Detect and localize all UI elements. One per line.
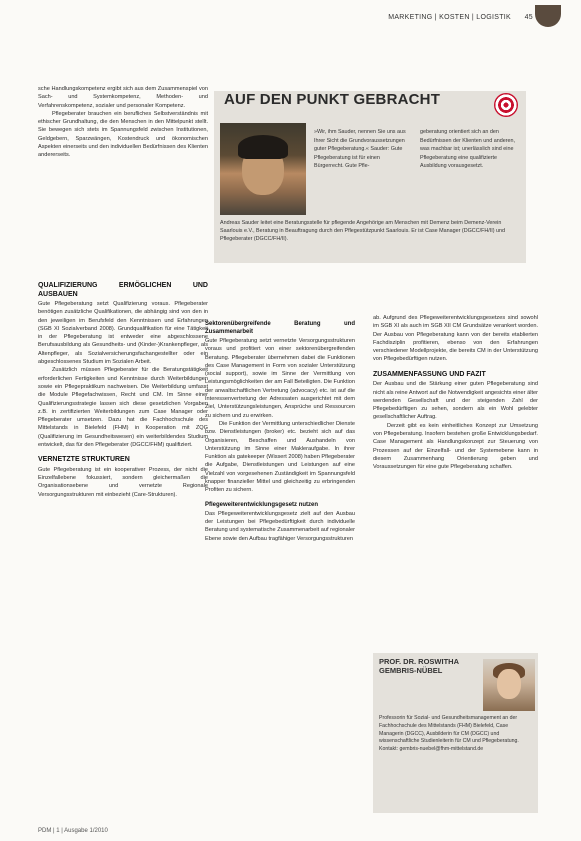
section-heading: QUALIFIZIERUNG ERMÖGLICHEN UND AUSBAUEN	[38, 282, 208, 298]
paragraph: Der Ausbau und die Stärkung einer guten Pflegeberatung sind nicht als reine Antwort auf die Notwendigkeit angesichts einer älter werdenden Gesellschaft und der steigenden Zahl der Pflegebedürftigen zu sehen, sondern als ein Wohl gelebter gesellschaftlicher Auftrag.	[373, 381, 538, 421]
column-1-top	[38, 85, 208, 160]
author-box	[373, 653, 538, 813]
info-box	[214, 91, 526, 263]
paragraph: Gute Pflegeberatung setzt Qualifizierung voraus. Pflegeberater benötigen zusätzliche Qualifikationen, die abhängig sind von den in den jeweiligen im Berufsfeld den Kenntnissen und Erfahrungen (SGB XI Sozialverband 2008). Grundqualifikation für eine Tätigkeit in der Pflegeberatung ist entweder eine abgeschlossene Berufsausbildung als Gesundheits- und (Kinder-)Krankenpfleger, als Altenpfleger, als Sozialversicherungsfachangestellter oder ein abgeschlossenes Studium im Sozialen Arbeit.	[38, 301, 208, 366]
paragraph: Das Pflegeweiterentwicklungsgesetz zielt auf den Ausbau der Leistungen bei Pflegebedürftigkeit durch individuelle Beratung und systematische Zusammenarbeit auf regionaler Ebene sowie den Aufbau tragfähiger Versorgungsstrukturen	[205, 510, 355, 542]
target-icon	[494, 93, 518, 117]
photo-caption: Andreas Sauder leitet eine Beratungsstelle für pflegende Angehörige am Menschen mit Demenz beim Demenz-Verein Saarlouis e.V., Beratung in Beauftragung durch den Pflegestützpunkt Saarlouis. Er ist Case Manager (DGCC/FH/II) und Pflegeberater (DGCC/FH/II).	[220, 220, 506, 242]
subsection-heading: Sektorenübergreifende Beratung und Zusammenarbeit	[205, 321, 355, 335]
column-1	[38, 275, 208, 499]
section-heading: ZUSAMMENFASSUNG UND FAZIT	[373, 370, 486, 378]
column-2	[205, 314, 355, 543]
paragraph: sche Handlungskompetenz ergibt sich aus dem Zusammenspiel von Sach- und Systemkompetenz, Methoden- und Verfahrenskompetenz, sozialer und personaler Kompetenz.	[38, 86, 208, 109]
author-bio: Professorin für Sozial- und Gesundheitsmanagement an der Fachhochschule des Mittelstands (FHM) Bielefeld, Case Managerin (DGCC), Ausbilderin für CM (DGCC) und wissenschaftliche Studienleiterin für CM und Pflegeberatung. Kontakt: gembris-nuebel@fhm-mittelstand.de	[379, 715, 519, 753]
page-footer: PDM | 1 | Ausgabe 1/2010	[38, 828, 108, 834]
face-shape	[497, 669, 521, 699]
paragraph: Zusätzlich müssen Pflegeberater für die Beratungstätigkeit erforderlichen Fertigkeiten und Kenntnisse durch Weiterbildungen sowie ein Pflegepraktikum nachweisen. Die Weiterbildung umfasst die Module Pflegefachwissen, Recht und CM. Im Sinne einer Qualifizierungsstrategie lassen sich diese gesetzlichen Vorgaben z.B. in zertifizierten Weiterbildungen zum Case Manager oder Pflegeberater umsetzen. Dazu hat die Fachhochschule des Mittelstands in Bielefeld (FHM) in Kooperation mit ZQG (Qualifizierung im Gesundheitswesen) ein weiterbildendes Studium entwickelt, das für den Pflegeberater (DGCC/FHM) qualifiziert.	[38, 367, 208, 449]
paragraph: Die Funktion der Vermittlung unterschiedlicher Dienste bzw. Dienstleistungen (broker) etc. bezieht sich auf das Organisieren, Beschaffen und Aushandeln von Unterstützung im Sinne einer Makleraufgabe. In ihrer Funktion als gatekeeper (Wissert 2008) haben Pflegeberater die Aufgabe, Dienstleistungen und Leistungen auf eine Vielzahl von vorgesehenen Zuständigkeit im Spannungsfeld knapper finanzieller Mittel und gleichzeitig zu erbringenden Profiten zu sichern.	[205, 420, 355, 494]
page-number: 45	[524, 14, 533, 21]
paragraph: Pflegeberater brauchen ein berufliches Selbstverständnis mit ethischer Grundhaltung, die den Menschen in den Mittelpunkt stellt. Sie bewegen sich stets im Spannungsfeld zwischen Institutionen, Geldgebern, Sparzwängen, Kostendruck und ökonomischen Aspekten einerseits und den individuellen Bedürfnissen des Klienten andererseits.	[38, 110, 208, 159]
page-tab	[535, 5, 561, 27]
subsection-heading: Pflegeweiterentwicklungsgesetz nutzen	[205, 501, 319, 508]
author-name: PROF. DR. ROSWITHA GEMBRIS-NÜBEL	[379, 657, 459, 675]
paragraph: ab. Aufgrund des Pflegeweiterentwicklungsgesetzes sind sowohl im SGB XI als auch im SGB XII CM Grundsätze verankert worden. Der Ausbau von Pflegeberatung kann von der bereits etablierten Fachdisziplin profitieren, ebenso von den Erfahrungen verschiedener Modellprojekte, die bereits CM in der Unterstützung von Pflegebedürftigen nutzen.	[373, 315, 538, 363]
running-header	[388, 14, 533, 21]
interview-quote-continued: geberatung orientiert sich an den Bedürfnissen der Klienten und anderen, was machbar ist; unerlässlich sind eine Pflegeberatung eine qualifizierte Ausbildung vorausgesetzt.	[420, 129, 516, 169]
paragraph: Gute Pflegeberatung setzt vernetzte Versorgungsstrukturen voraus und profitiert von einer sektorenübergreifenden Beratung. Pflegeberater übernehmen dabei die Funktionen des Case Management in Form von sozialer Unterstützung (social support), sowie im Sinne der Vermittlung von Leistungsmöglichkeiten der am Fall Beteiligten. Die Funktion der anwaltschaftlichen Vertretung (advocacy) etc. ist auf die Interessenvertretung der Adressaten ausgerichtet mit dem Ziel, Unterstützungsleistungen, Ansprüche und Ressourcen zu sichern und zu erwirken.	[205, 338, 355, 419]
section-heading: VERNETZTE STRUKTUREN	[38, 456, 130, 464]
column-3	[373, 314, 538, 472]
portrait-photo	[220, 123, 306, 215]
author-photo	[483, 659, 535, 711]
paragraph: Gute Pflegeberatung ist ein kooperativer Prozess, der nicht die Einzelfallebene fokussiert, sondern gleichermaßen die Organisationsebene und vernetzte Regionale Versorgungsstrukturen mit einbezieht (Care-Strukturen).	[38, 466, 208, 498]
section-title: MARKETING | KOSTEN | LOGISTIK	[388, 14, 511, 21]
hair-shape	[238, 135, 288, 159]
box-title: AUF DEN PUNKT GEBRACHT	[224, 91, 441, 108]
paragraph: Derzeit gibt es kein einheitliches Konzept zur Umsetzung von Pflegeberatung. Insofern bestehen große Entwicklungsbedarf. Case Management als Handlungskonzept zur Steuerung von Prozessen auf der Einzelfall- und der Systemebene kann in diesem Zusammenhang Orientierung geben und Voraussetzungen für eine gute Pflegeberatung schaffen.	[373, 422, 538, 471]
interview-quote: »Wir, ihm Sauder, nennen Sie uns aus Ihrer Sicht die Grundvoraussetzungen guter Pflegeberatung.« Sauder: Gute Pflegeberatung ist für einen Bürgerrecht. Gute Pfle-	[314, 129, 406, 169]
